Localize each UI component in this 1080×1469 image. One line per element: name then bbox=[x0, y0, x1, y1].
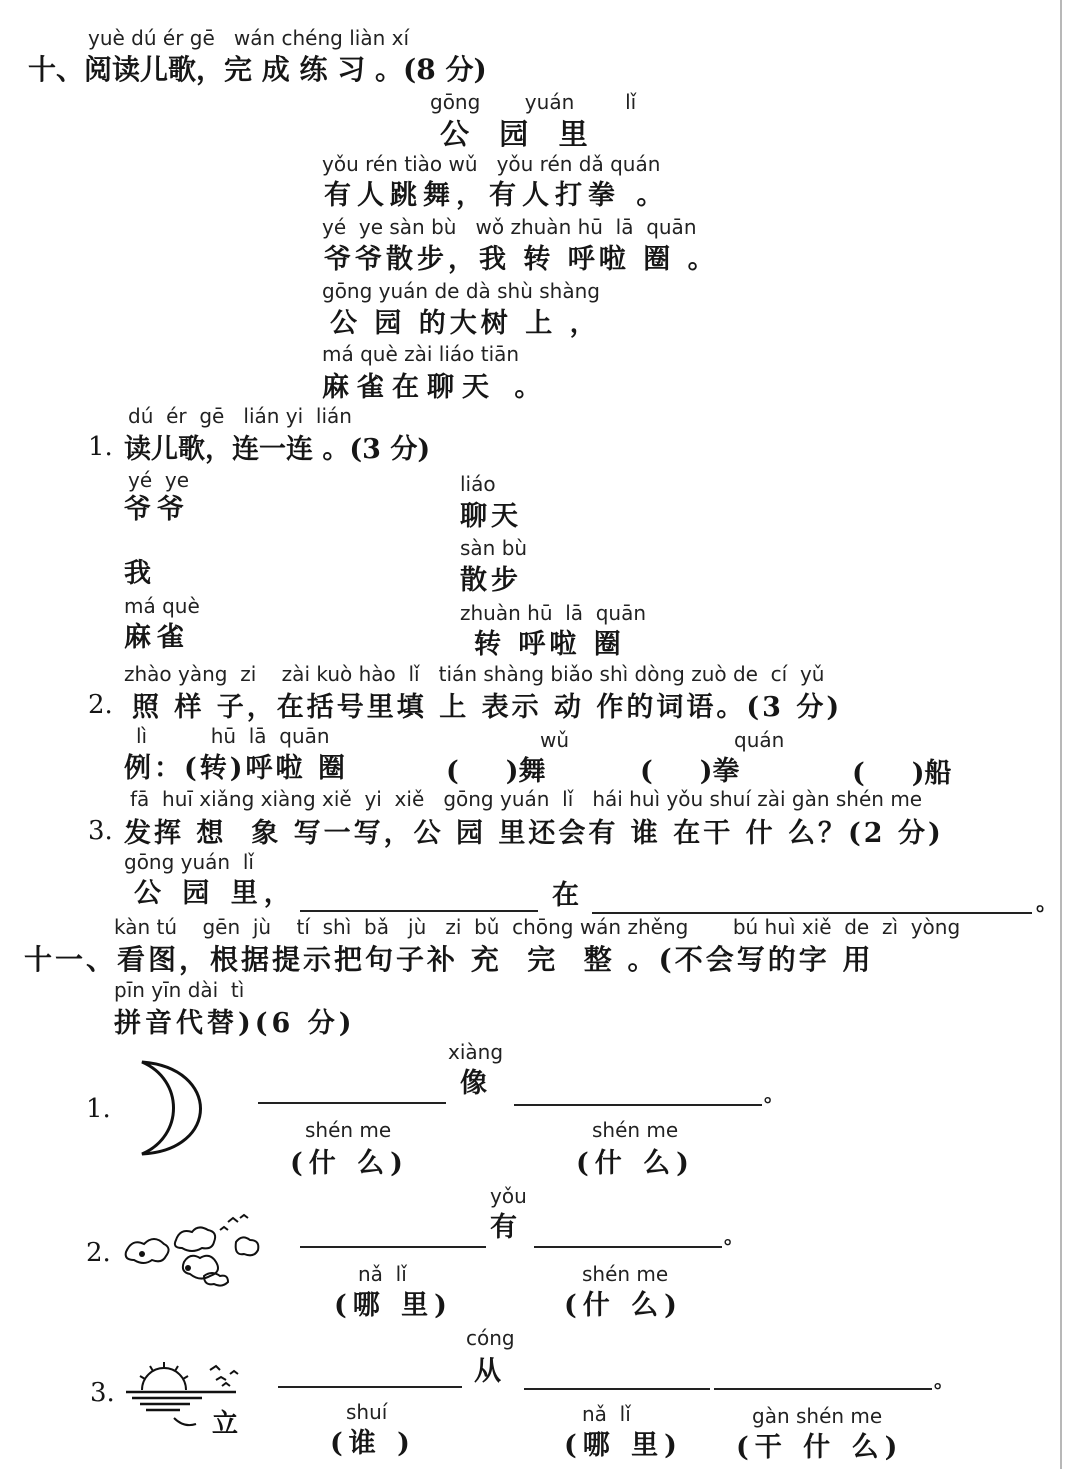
pic-item-2-hint-2-pinyin: shén me bbox=[582, 1262, 669, 1286]
poem-line-4: 麻雀在聊天 。 bbox=[322, 372, 550, 403]
pic-item-2-answer-line-2[interactable] bbox=[534, 1246, 722, 1248]
poem-line-1: 有人跳舞，有人打拳 。 bbox=[324, 180, 670, 211]
pic-item-3-hint-2-pinyin: nǎ lǐ bbox=[582, 1402, 631, 1426]
q3-answer-line-2[interactable] bbox=[592, 912, 1032, 914]
q3-line-end: 。 bbox=[1036, 890, 1059, 916]
pic-item-1-answer-line-2[interactable] bbox=[514, 1104, 762, 1106]
pic-item-1-answer-line-1[interactable] bbox=[258, 1102, 446, 1104]
pic-item-3-answer-line-1[interactable] bbox=[278, 1386, 462, 1388]
birds-clouds-icon bbox=[120, 1210, 270, 1290]
q2-item-2-pinyin: quán bbox=[734, 728, 785, 752]
pic-item-3-mid: 从 bbox=[474, 1356, 501, 1387]
pic-item-3-hint-3: (干 什 么) bbox=[736, 1432, 904, 1463]
q1-left-1[interactable]: 爷爷 bbox=[124, 494, 190, 525]
pic-item-3-end: 。 bbox=[934, 1368, 954, 1392]
pic-item-3-hint-1-pinyin: shuí bbox=[346, 1400, 388, 1424]
pic-item-2-mid: 有 bbox=[490, 1212, 517, 1243]
q2-title: 照 样 子，在括号里填 上 表示 动 作的词语。(3 分) bbox=[132, 692, 843, 723]
q2-title-pinyin: zhào yàng zi zài kuò hào lǐ tián shàng biǎo shì dòng zuò de cí yǔ bbox=[124, 662, 825, 686]
section11-title: 十一、看图，根据提示把句子补 充 完 整 。(不会写的字 用 bbox=[24, 943, 874, 976]
q1-right-2-pinyin: sàn bù bbox=[460, 536, 528, 560]
pic-item-2-hint-1-pinyin: nǎ lǐ bbox=[358, 1262, 407, 1286]
pic-item-1-hint-1: (什 么) bbox=[290, 1148, 409, 1179]
poem-title: 公 园 里 bbox=[440, 117, 588, 151]
q2-example: 例：(转)呼啦 圈 bbox=[124, 753, 348, 784]
q2-item-2[interactable]: ( )拳 bbox=[640, 756, 740, 787]
q1-left-2[interactable]: 我 bbox=[124, 558, 151, 589]
pic-item-3-answer-line-2[interactable] bbox=[524, 1388, 710, 1390]
section11-title2: 拼音代替)(6 分) bbox=[114, 1008, 356, 1039]
pic-item-2-end: 。 bbox=[724, 1224, 744, 1248]
crescent-moon-icon bbox=[128, 1058, 212, 1158]
q1-title: 读儿歌，连一连 。(3 分) bbox=[124, 434, 431, 465]
poem-line-3-pinyin: gōng yuán de dà shù shàng bbox=[322, 279, 600, 303]
pic-item-3-answer-line-3[interactable] bbox=[714, 1388, 932, 1390]
q1-right-1[interactable]: 聊天 bbox=[460, 501, 522, 532]
svg-text:立: 立 bbox=[212, 1409, 239, 1438]
q1-left-1-pinyin: yé ye bbox=[128, 468, 189, 492]
q3-number: 3. bbox=[88, 816, 113, 846]
poem-line-4-pinyin: má què zài liáo tiān bbox=[322, 342, 520, 366]
q2-example-pinyin: lì hū lā quān bbox=[136, 724, 330, 748]
section10-title: 十、阅读儿歌，完 成 练 习 。(8 分) bbox=[28, 53, 487, 86]
pic-item-1-number: 1. bbox=[86, 1094, 111, 1124]
poem-line-2: 爷爷散步，我 转 呼啦 圈 。 bbox=[324, 244, 719, 275]
section11-title-pinyin: kàn tú gēn jù tí shì bǎ jù zi bǔ chōng wán zhěng bú huì xiě de zì yòng bbox=[114, 915, 961, 939]
q1-left-3[interactable]: 麻雀 bbox=[124, 622, 190, 653]
pic-item-2-number: 2. bbox=[86, 1238, 111, 1268]
pic-item-3-hint-3-pinyin: gàn shén me bbox=[752, 1404, 883, 1428]
pic-item-1-hint-2-pinyin: shén me bbox=[592, 1118, 679, 1142]
q1-title-pinyin: dú ér gē lián yi lián bbox=[128, 404, 352, 428]
pic-item-3-hint-2: (哪 里) bbox=[564, 1430, 683, 1461]
pic-item-3-mid-pinyin: cóng bbox=[466, 1326, 515, 1350]
pic-item-2-answer-line-1[interactable] bbox=[300, 1246, 486, 1248]
sunrise-icon bbox=[120, 1358, 250, 1438]
pic-item-1-hint-1-pinyin: shén me bbox=[305, 1118, 392, 1142]
pic-item-2-hint-1: (哪 里) bbox=[334, 1290, 453, 1321]
pic-item-1-mid-pinyin: xiàng bbox=[448, 1040, 504, 1064]
pic-item-1-mid: 像 bbox=[460, 1068, 487, 1099]
q3-line-pinyin: gōng yuán lǐ bbox=[124, 850, 254, 874]
q3-answer-line-1[interactable] bbox=[300, 910, 538, 912]
q1-left-3-pinyin: má què bbox=[124, 594, 200, 618]
q3-line-mid: 在 bbox=[552, 880, 579, 911]
q1-right-2[interactable]: 散步 bbox=[460, 565, 522, 596]
poem-title-pinyin: gōng yuán lǐ bbox=[430, 90, 637, 114]
q1-right-1-pinyin: liáo bbox=[460, 472, 496, 496]
q2-item-1-pinyin: wǔ bbox=[540, 728, 570, 752]
pic-item-3-hint-1: (谁 ) bbox=[330, 1428, 416, 1459]
q2-item-3[interactable]: ( )船 bbox=[852, 758, 952, 789]
pic-item-2-hint-2: (什 么) bbox=[564, 1290, 683, 1321]
pic-item-1-end: 。 bbox=[764, 1082, 784, 1106]
pic-item-2-mid-pinyin: yǒu bbox=[490, 1184, 527, 1208]
page-edge-line bbox=[1060, 0, 1062, 1469]
q3-line-start: 公 园 里， bbox=[134, 878, 297, 909]
q3-title-pinyin: fā huī xiǎng xiàng xiě yi xiě gōng yuán lǐ hái huì yǒu shuí zài gàn shén me bbox=[130, 787, 923, 811]
q1-right-3[interactable]: 转 呼啦 圈 bbox=[474, 629, 625, 660]
q2-item-1[interactable]: ( )舞 bbox=[446, 756, 546, 787]
poem-line-1-pinyin: yǒu rén tiào wǔ yǒu rén dǎ quán bbox=[322, 152, 661, 176]
poem-line-2-pinyin: yé ye sàn bù wǒ zhuàn hū lā quān bbox=[322, 215, 697, 239]
pic-item-1-hint-2: (什 么) bbox=[576, 1148, 695, 1179]
q1-number: 1. bbox=[88, 432, 113, 462]
q1-right-3-pinyin: zhuàn hū lā quān bbox=[460, 601, 647, 625]
pic-item-3-number: 3. bbox=[90, 1378, 115, 1408]
section11-title2-pinyin: pīn yīn dài tì bbox=[114, 978, 245, 1002]
q2-number: 2. bbox=[88, 690, 113, 720]
section10-title-pinyin: yuè dú ér gē wán chéng liàn xí bbox=[88, 26, 410, 50]
q3-title: 发挥 想 象 写一写，公 园 里还会有 谁 在干 什 么？(2 分) bbox=[124, 818, 944, 849]
poem-line-3: 公 园 的大树 上 ， bbox=[330, 308, 601, 339]
